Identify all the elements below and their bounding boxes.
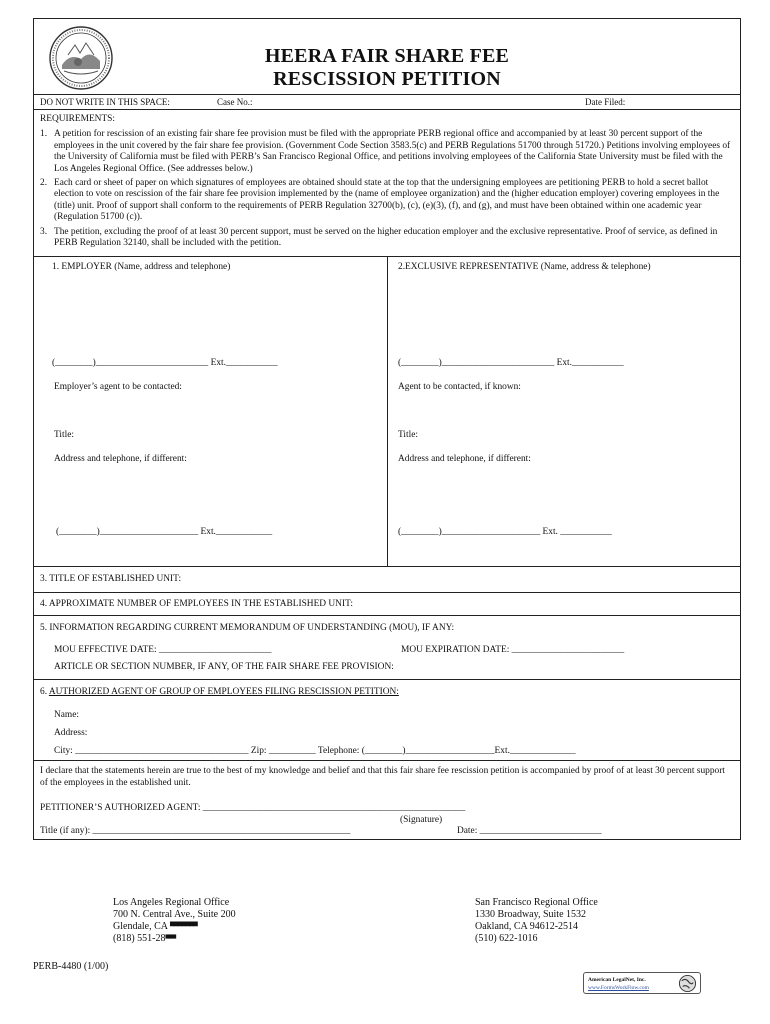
employer-box: [34, 257, 387, 566]
requirement-item: [40, 178, 734, 224]
globe-logo-icon: [678, 974, 697, 993]
representative-agent-field[interactable]: Agent to be contacted, if known:: [398, 382, 521, 393]
fee-provision-article-field[interactable]: ARTICLE OR SECTION NUMBER, IF ANY, OF THE FAIR SHARE FEE PROVISION:: [54, 662, 394, 673]
petition-date-field[interactable]: Date: __________________________: [457, 826, 602, 837]
requirement-number: 2.: [40, 178, 48, 189]
requirements-heading: REQUIREMENTS:: [40, 114, 115, 124]
petitioner-title-field[interactable]: Title (if any): _______________________________________________________: [40, 826, 351, 837]
do-not-write-label: DO NOT WRITE IN THIS SPACE:: [40, 97, 170, 107]
form-number: PERB-4480 (1/00): [33, 961, 109, 972]
declaration-section: [34, 761, 740, 839]
agent-name-field[interactable]: Name:: [54, 710, 79, 721]
office-line: Los Angeles Regional Office: [113, 897, 230, 908]
representative-agent-address-field[interactable]: Address and telephone, if different:: [398, 454, 531, 465]
requirement-text: The petition, excluding the proof of at least 30 percent support, must be served on the higher education employer and the exclusive representative. Proof of service, as defined in PERB Regulation 32140, shall be included with the petition.: [54, 226, 718, 249]
employer-agent-field[interactable]: Employer’s agent to be contacted:: [54, 382, 182, 393]
office-line: Glendale, CA ▀▀▀▀▀▀▀: [113, 921, 197, 932]
representative-phone-field[interactable]: (________)________________________ Ext.___________: [398, 358, 624, 369]
office-line: Oakland, CA 94612-2514: [475, 921, 579, 932]
signature-caption: (Signature): [400, 815, 443, 826]
title-line-2: RESCISSION PETITION: [273, 68, 501, 90]
employee-count-section: [34, 593, 740, 616]
mou-heading: 5. INFORMATION REGARDING CURRENT MEMORANDUM OF UNDERSTANDING (MOU), IF ANY:: [40, 623, 455, 634]
section-title: AUTHORIZED AGENT OF GROUP OF EMPLOYEES FILING RESCISSION PETITION:: [48, 687, 399, 698]
requirement-number: 1.: [40, 129, 48, 140]
employer-agent-phone-field[interactable]: (________)_____________________ Ext.____________: [56, 527, 273, 538]
agent-address-field[interactable]: Address:: [54, 728, 88, 739]
logo-name: American LegalNet, Inc.: [588, 977, 646, 983]
san-francisco-office-address: [475, 897, 598, 945]
requirement-item: [40, 129, 734, 175]
office-use-row: [34, 95, 740, 110]
requirement-item: [40, 227, 734, 250]
mou-expiration-date-field[interactable]: MOU EXPIRATION DATE: ________________________: [401, 645, 625, 656]
mou-effective-date-field[interactable]: MOU EFFECTIVE DATE: ________________________: [54, 645, 272, 656]
unit-title-section: [34, 567, 740, 593]
requirement-text: Each card or sheet of paper on which signatures of employees are obtained should state at the top that the undersigning employees are petitioning PERB to hold a secret ballot election to vote on rescission of the fair share fee provision implemented by the (name of employee organization) and the (higher education employer) covering employees in the (title) unit. Proof of support shall conform to the requirements of PERB Regulation 32700(b), (c), (e)(3), (f), and (g), and must have been obtained within one academic year (Regulation 51700 (c)).: [54, 178, 720, 223]
date-filed-field[interactable]: Date Filed:: [585, 97, 626, 107]
title-line-1: HEERA FAIR SHARE FEE: [264, 45, 510, 67]
employer-heading: 1. EMPLOYER (Name, address and telephone): [52, 262, 231, 273]
section-number: 6.: [40, 687, 48, 698]
employer-agent-address-field[interactable]: Address and telephone, if different:: [54, 454, 187, 465]
office-line: (510) 622-1016: [475, 933, 538, 944]
office-line: 700 N. Central Ave., Suite 200: [113, 909, 236, 920]
unit-title-field[interactable]: 3. TITLE OF ESTABLISHED UNIT:: [40, 574, 182, 585]
requirement-number: 3.: [40, 226, 48, 237]
office-line: San Francisco Regional Office: [475, 897, 598, 908]
employer-agent-title-field[interactable]: Title:: [54, 430, 74, 441]
representative-agent-phone-field[interactable]: (________)_____________________ Ext. ___________: [398, 527, 612, 538]
parties-section: [34, 257, 740, 567]
declaration-text: I declare that the statements herein are true to the best of my knowledge and belief and that this fair share fee rescission petition is accompanied by proof of at least 30 percent support of the employees in the established unit.: [40, 766, 725, 788]
office-line: (818) 551-28▀▀▀: [113, 933, 176, 944]
requirements-section: [34, 110, 740, 257]
form-header: [34, 19, 740, 95]
agent-city-zip-phone-field[interactable]: City: _____________________________________ Zip: __________ Telephone: (________)___________________Ext.______________: [54, 746, 576, 757]
mou-section: [34, 616, 740, 680]
authorized-agent-section: [34, 680, 740, 761]
petition-form: [33, 18, 741, 840]
petitioner-agent-signature-field[interactable]: PETITIONER’S AUTHORIZED AGENT: ________________________________________________________: [40, 803, 466, 814]
page-title: [34, 45, 740, 91]
requirement-text: A petition for rescission of an existing fair share fee provision must be filed with the appropriate PERB regional office and accompanied by at least 30 percent support of the employees in the unit covered by the fair share fee provision. (Government Code Section 3583.5(c) and PERB Regulations 51700 through 51720.) Petitions involving employees of the University of California must be filed with PERB’s San Francisco Regional Office, and petitions involving employees of the California State University must be filed with the Los Angeles Regional Office. (See addresses below.): [54, 129, 731, 174]
case-no-field[interactable]: Case No.:: [217, 97, 253, 107]
representative-agent-title-field[interactable]: Title:: [398, 430, 418, 441]
authorized-agent-heading: [40, 687, 399, 697]
office-line: 1330 Broadway, Suite 1532: [475, 909, 587, 920]
logo-url: www.FormsWorkFlow.com: [588, 985, 649, 991]
representative-heading: 2.EXCLUSIVE REPRESENTATIVE (Name, address & telephone): [398, 262, 651, 273]
los-angeles-office-address: [113, 897, 236, 945]
american-legalnet-logo[interactable]: [583, 972, 701, 994]
representative-box: [387, 257, 740, 566]
employee-count-field[interactable]: 4. APPROXIMATE NUMBER OF EMPLOYEES IN THE ESTABLISHED UNIT:: [40, 599, 353, 610]
employer-phone-field[interactable]: (________)________________________ Ext.___________: [52, 358, 278, 369]
